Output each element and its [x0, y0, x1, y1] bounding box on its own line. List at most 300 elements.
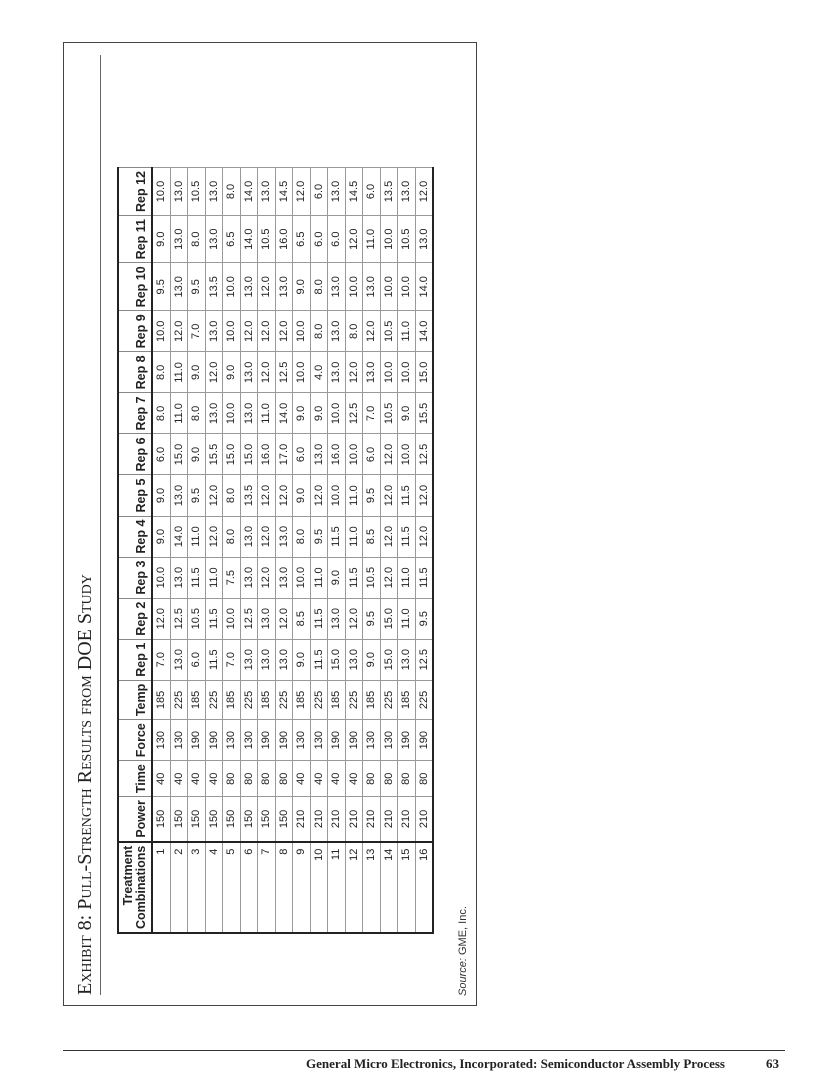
- table-cell: 13.0: [415, 216, 433, 263]
- table-cell: 40: [328, 761, 346, 797]
- table-row: [258, 168, 276, 934]
- table-row: [398, 168, 416, 934]
- table-cell: 12.0: [310, 475, 328, 516]
- table-cell: 13.0: [328, 263, 346, 311]
- table-cell: 13: [363, 842, 381, 933]
- table-row: [345, 168, 363, 934]
- column-header: Rep 2: [118, 598, 152, 639]
- table-cell: 9.5: [363, 598, 381, 639]
- table-row: [275, 168, 293, 934]
- table-cell: 13.0: [240, 393, 258, 434]
- table-cell: 80: [275, 761, 293, 797]
- table-cell: 225: [205, 680, 223, 719]
- table-cell: 12.0: [205, 475, 223, 516]
- table-cell: 13.0: [258, 598, 276, 639]
- column-header: Rep 5: [118, 475, 152, 516]
- table-cell: 11: [328, 842, 346, 933]
- table-cell: 13.0: [170, 263, 188, 311]
- table-header-row: [118, 168, 152, 934]
- column-header: Power: [118, 797, 152, 842]
- table-cell: 12.0: [345, 352, 363, 393]
- table-cell: 190: [415, 720, 433, 761]
- table-cell: 8.0: [188, 393, 206, 434]
- table-cell: 190: [345, 720, 363, 761]
- table-cell: 8.0: [345, 311, 363, 352]
- table-cell: 11.5: [310, 639, 328, 680]
- table-cell: 225: [170, 680, 188, 719]
- table-cell: 40: [345, 761, 363, 797]
- table-cell: 10.0: [398, 263, 416, 311]
- exhibit-title: [70, 574, 100, 995]
- table-cell: 225: [275, 680, 293, 719]
- table-cell: 12.5: [415, 434, 433, 475]
- table-cell: 6.0: [152, 434, 170, 475]
- table-cell: 13.0: [328, 168, 346, 216]
- table-cell: 80: [223, 761, 241, 797]
- table-cell: 9.0: [188, 434, 206, 475]
- table-cell: 190: [328, 720, 346, 761]
- table-cell: 12.0: [363, 311, 381, 352]
- column-header: Rep 7: [118, 393, 152, 434]
- exhibit-rotated-content: [64, 43, 477, 1006]
- table-cell: 40: [310, 761, 328, 797]
- table-cell: 13.0: [275, 557, 293, 598]
- table-cell: 11.0: [345, 516, 363, 557]
- table-cell: 8.0: [188, 216, 206, 263]
- results-table-wrapper: [117, 167, 434, 934]
- table-cell: 185: [293, 680, 311, 719]
- table-cell: 9.0: [310, 393, 328, 434]
- table-cell: 11.0: [363, 216, 381, 263]
- table-cell: 210: [328, 797, 346, 842]
- table-cell: 14.5: [345, 168, 363, 216]
- table-cell: 80: [363, 761, 381, 797]
- table-cell: 8.5: [293, 598, 311, 639]
- table-cell: 10.0: [223, 263, 241, 311]
- table-cell: 12.0: [258, 516, 276, 557]
- column-header: Rep 1: [118, 639, 152, 680]
- table-cell: 13.0: [205, 216, 223, 263]
- table-cell: 12.0: [345, 216, 363, 263]
- table-cell: 13.0: [275, 516, 293, 557]
- table-cell: 210: [363, 797, 381, 842]
- table-cell: 40: [205, 761, 223, 797]
- table-cell: 225: [310, 680, 328, 719]
- table-cell: 9.5: [188, 263, 206, 311]
- table-cell: 185: [258, 680, 276, 719]
- table-cell: 2: [170, 842, 188, 933]
- table-cell: 13.0: [363, 263, 381, 311]
- table-cell: 10.0: [152, 168, 170, 216]
- table-cell: 13.5: [205, 263, 223, 311]
- table-cell: 12.0: [205, 352, 223, 393]
- table-cell: 40: [170, 761, 188, 797]
- table-cell: 10.5: [398, 216, 416, 263]
- table-cell: 1: [152, 842, 170, 933]
- table-cell: 11.5: [345, 557, 363, 598]
- table-cell: 11.0: [188, 516, 206, 557]
- table-cell: 210: [398, 797, 416, 842]
- table-cell: 185: [363, 680, 381, 719]
- table-cell: 11.5: [398, 475, 416, 516]
- table-cell: 13.0: [205, 311, 223, 352]
- table-cell: 210: [310, 797, 328, 842]
- table-cell: 130: [310, 720, 328, 761]
- column-header: Rep 11: [118, 216, 152, 263]
- table-cell: 150: [188, 797, 206, 842]
- table-cell: 14.0: [415, 311, 433, 352]
- table-cell: 15.5: [415, 393, 433, 434]
- table-row: [223, 168, 241, 934]
- table-cell: 7.0: [188, 311, 206, 352]
- table-cell: 10: [310, 842, 328, 933]
- table-row: [188, 168, 206, 934]
- table-cell: 14.0: [240, 216, 258, 263]
- table-cell: 12.5: [275, 352, 293, 393]
- table-cell: 225: [240, 680, 258, 719]
- table-cell: 11.0: [398, 598, 416, 639]
- column-header: Time: [118, 761, 152, 797]
- table-cell: 13.5: [380, 168, 398, 216]
- table-cell: 6.0: [310, 216, 328, 263]
- table-cell: 10.0: [398, 352, 416, 393]
- table-cell: 130: [170, 720, 188, 761]
- table-cell: 6.0: [363, 434, 381, 475]
- table-cell: 15.0: [380, 598, 398, 639]
- table-cell: 11.0: [170, 352, 188, 393]
- table-cell: 15.0: [170, 434, 188, 475]
- table-cell: 10.0: [328, 393, 346, 434]
- table-cell: 12.0: [258, 557, 276, 598]
- table-cell: 150: [170, 797, 188, 842]
- table-cell: 6.0: [310, 168, 328, 216]
- table-cell: 190: [398, 720, 416, 761]
- table-cell: 10.0: [380, 352, 398, 393]
- column-header: Rep 10: [118, 263, 152, 311]
- table-cell: 15.0: [380, 639, 398, 680]
- table-cell: 13.0: [170, 216, 188, 263]
- column-header: Rep 9: [118, 311, 152, 352]
- table-cell: 9.5: [363, 475, 381, 516]
- table-cell: 225: [415, 680, 433, 719]
- table-cell: 6.0: [363, 168, 381, 216]
- table-cell: 12.0: [380, 516, 398, 557]
- table-cell: 12.0: [258, 263, 276, 311]
- table-cell: 14.0: [415, 263, 433, 311]
- table-cell: 15.5: [205, 434, 223, 475]
- table-cell: 6.5: [293, 216, 311, 263]
- table-cell: 80: [258, 761, 276, 797]
- table-cell: 9: [293, 842, 311, 933]
- table-cell: 190: [275, 720, 293, 761]
- table-cell: 12.5: [415, 639, 433, 680]
- table-cell: 10.0: [223, 598, 241, 639]
- table-cell: 12.0: [152, 598, 170, 639]
- table-cell: 14.5: [275, 168, 293, 216]
- table-cell: 7.5: [223, 557, 241, 598]
- table-cell: 13.0: [275, 263, 293, 311]
- table-cell: 8: [275, 842, 293, 933]
- table-row: [415, 168, 433, 934]
- table-cell: 14.0: [240, 168, 258, 216]
- table-cell: 10.0: [345, 263, 363, 311]
- table-cell: 130: [223, 720, 241, 761]
- table-cell: 9.0: [293, 475, 311, 516]
- table-cell: 11.0: [258, 393, 276, 434]
- table-cell: 13.0: [170, 475, 188, 516]
- table-cell: 11.5: [205, 598, 223, 639]
- table-cell: 10.0: [345, 434, 363, 475]
- table-cell: 16: [415, 842, 433, 933]
- table-cell: 13.0: [258, 168, 276, 216]
- table-cell: 12.0: [293, 168, 311, 216]
- table-cell: 13.0: [205, 393, 223, 434]
- table-cell: 12.5: [345, 393, 363, 434]
- table-cell: 8.0: [223, 168, 241, 216]
- table-cell: 13.0: [310, 434, 328, 475]
- table-cell: 15.0: [328, 639, 346, 680]
- table-cell: 150: [223, 797, 241, 842]
- table-cell: 10.0: [152, 311, 170, 352]
- table-cell: 130: [380, 720, 398, 761]
- table-cell: 12.0: [275, 475, 293, 516]
- column-header: Rep 3: [118, 557, 152, 598]
- table-cell: 9.0: [152, 216, 170, 263]
- table-cell: 6.5: [223, 216, 241, 263]
- table-cell: 5: [223, 842, 241, 933]
- page-number: 63: [766, 1056, 779, 1071]
- table-cell: 9.0: [293, 263, 311, 311]
- exhibit-title-doe: DOE: [74, 629, 96, 671]
- table-cell: 12.5: [170, 598, 188, 639]
- table-row: [310, 168, 328, 934]
- table-cell: 210: [415, 797, 433, 842]
- table-cell: 10.5: [380, 393, 398, 434]
- table-cell: 9.0: [188, 352, 206, 393]
- table-cell: 40: [293, 761, 311, 797]
- table-cell: 17.0: [275, 434, 293, 475]
- table-row: [205, 168, 223, 934]
- column-header: Rep 4: [118, 516, 152, 557]
- table-cell: 14: [380, 842, 398, 933]
- table-cell: 15.0: [223, 434, 241, 475]
- table-cell: 12.0: [275, 311, 293, 352]
- table-cell: 9.5: [152, 263, 170, 311]
- table-cell: 10.0: [380, 263, 398, 311]
- table-cell: 10.5: [188, 168, 206, 216]
- column-header: Rep 12: [118, 168, 152, 216]
- table-cell: 3: [188, 842, 206, 933]
- table-cell: 10.0: [293, 352, 311, 393]
- table-cell: 12.0: [205, 516, 223, 557]
- table-cell: 130: [152, 720, 170, 761]
- table-cell: 12.0: [415, 516, 433, 557]
- table-cell: 8.0: [152, 352, 170, 393]
- table-cell: 12.0: [275, 598, 293, 639]
- table-cell: 11.0: [398, 557, 416, 598]
- footer-text: General Micro Electronics, Incorporated: Semiconductor Assembly Process: [306, 1056, 725, 1071]
- table-cell: 13.0: [328, 352, 346, 393]
- title-rule: [100, 55, 101, 995]
- table-cell: 7.0: [223, 639, 241, 680]
- table-cell: 13.0: [240, 516, 258, 557]
- table-row: [152, 168, 170, 934]
- table-cell: 10.0: [223, 311, 241, 352]
- table-cell: 13.0: [170, 639, 188, 680]
- table-cell: 11.5: [398, 516, 416, 557]
- table-cell: 8.0: [152, 393, 170, 434]
- table-cell: 13.0: [275, 639, 293, 680]
- table-cell: 80: [398, 761, 416, 797]
- table-cell: 10.0: [293, 311, 311, 352]
- table-cell: 12.0: [345, 598, 363, 639]
- table-cell: 11.5: [310, 598, 328, 639]
- table-cell: 10.5: [380, 311, 398, 352]
- table-cell: 10.0: [328, 475, 346, 516]
- table-cell: 13.0: [398, 168, 416, 216]
- table-cell: 150: [205, 797, 223, 842]
- table-cell: 11.5: [205, 639, 223, 680]
- table-cell: 10.0: [380, 216, 398, 263]
- table-cell: 16.0: [258, 434, 276, 475]
- table-cell: 130: [293, 720, 311, 761]
- table-cell: 16.0: [275, 216, 293, 263]
- table-cell: 9.0: [398, 393, 416, 434]
- table-cell: 150: [275, 797, 293, 842]
- table-cell: 80: [240, 761, 258, 797]
- table-cell: 13.0: [240, 263, 258, 311]
- table-cell: 10.0: [152, 557, 170, 598]
- table-row: [380, 168, 398, 934]
- table-cell: 185: [398, 680, 416, 719]
- table-cell: 13.0: [170, 557, 188, 598]
- table-cell: 13.5: [240, 475, 258, 516]
- column-header: Rep 6: [118, 434, 152, 475]
- table-cell: 8.0: [310, 311, 328, 352]
- table-cell: 185: [223, 680, 241, 719]
- table-cell: 13.0: [345, 639, 363, 680]
- column-header: Temp: [118, 680, 152, 719]
- table-cell: 11.5: [328, 516, 346, 557]
- table-cell: 10.5: [188, 598, 206, 639]
- table-cell: 11.0: [170, 393, 188, 434]
- table-cell: 6.0: [328, 216, 346, 263]
- table-cell: 7.0: [363, 393, 381, 434]
- table-cell: 11.0: [310, 557, 328, 598]
- table-cell: 9.0: [152, 475, 170, 516]
- table-cell: 4.0: [310, 352, 328, 393]
- table-cell: 6.0: [188, 639, 206, 680]
- table-cell: 14.0: [275, 393, 293, 434]
- table-cell: 13.0: [363, 352, 381, 393]
- table-cell: 80: [380, 761, 398, 797]
- table-cell: 130: [363, 720, 381, 761]
- table-row: [363, 168, 381, 934]
- table-cell: 9.5: [415, 598, 433, 639]
- exhibit-title-main: Pull-Strength Results from: [74, 675, 96, 910]
- table-cell: 9.5: [188, 475, 206, 516]
- table-cell: 8.5: [363, 516, 381, 557]
- table-cell: 11.5: [188, 557, 206, 598]
- table-cell: 12.0: [258, 311, 276, 352]
- table-cell: 15.0: [415, 352, 433, 393]
- table-cell: 150: [240, 797, 258, 842]
- column-header: Force: [118, 720, 152, 761]
- table-cell: 16.0: [328, 434, 346, 475]
- exhibit-frame: [63, 42, 477, 1006]
- table-row: [293, 168, 311, 934]
- table-cell: 8.0: [223, 516, 241, 557]
- table-cell: 9.0: [293, 639, 311, 680]
- table-cell: 13.0: [205, 168, 223, 216]
- table-cell: 7: [258, 842, 276, 933]
- table-cell: 12.0: [258, 475, 276, 516]
- table-cell: 12.0: [258, 352, 276, 393]
- table-cell: 14.0: [170, 516, 188, 557]
- table-cell: 13.0: [328, 311, 346, 352]
- table-cell: 40: [152, 761, 170, 797]
- table-cell: 8.0: [223, 475, 241, 516]
- table-cell: 4: [205, 842, 223, 933]
- table-cell: 9.0: [152, 516, 170, 557]
- table-cell: 8.0: [310, 263, 328, 311]
- source-note: [457, 906, 469, 996]
- source-label: Source:: [457, 958, 469, 996]
- table-cell: 12.0: [240, 311, 258, 352]
- table-cell: 12.0: [380, 557, 398, 598]
- table-cell: 190: [258, 720, 276, 761]
- table-cell: 12.0: [380, 434, 398, 475]
- column-header: Rep 8: [118, 352, 152, 393]
- table-cell: 190: [188, 720, 206, 761]
- table-cell: 12: [345, 842, 363, 933]
- table-cell: 11.0: [205, 557, 223, 598]
- table-body: [152, 168, 433, 934]
- table-cell: 9.0: [293, 393, 311, 434]
- table-cell: 185: [188, 680, 206, 719]
- source-value: GME, Inc.: [457, 906, 469, 959]
- table-cell: 13.0: [240, 352, 258, 393]
- table-cell: 7.0: [152, 639, 170, 680]
- table-cell: 10.5: [258, 216, 276, 263]
- table-cell: 9.0: [223, 352, 241, 393]
- table-cell: 11.0: [398, 311, 416, 352]
- table-cell: 11.5: [415, 557, 433, 598]
- table-cell: 10.0: [223, 393, 241, 434]
- table-cell: 12.0: [415, 168, 433, 216]
- exhibit-title-study: Study: [74, 574, 96, 625]
- table-cell: 130: [240, 720, 258, 761]
- table-cell: 225: [380, 680, 398, 719]
- table-cell: 13.0: [170, 168, 188, 216]
- table-cell: 40: [188, 761, 206, 797]
- table-cell: 15.0: [240, 434, 258, 475]
- table-cell: 150: [152, 797, 170, 842]
- table-cell: 185: [152, 680, 170, 719]
- table-row: [328, 168, 346, 934]
- table-cell: 190: [205, 720, 223, 761]
- pull-strength-table: [117, 167, 434, 934]
- table-cell: 6.0: [293, 434, 311, 475]
- table-cell: 13.0: [240, 639, 258, 680]
- table-cell: 210: [345, 797, 363, 842]
- table-cell: 12.0: [170, 311, 188, 352]
- table-cell: 9.0: [363, 639, 381, 680]
- table-cell: 80: [415, 761, 433, 797]
- table-cell: 185: [328, 680, 346, 719]
- table-cell: 150: [258, 797, 276, 842]
- table-cell: 10.0: [398, 434, 416, 475]
